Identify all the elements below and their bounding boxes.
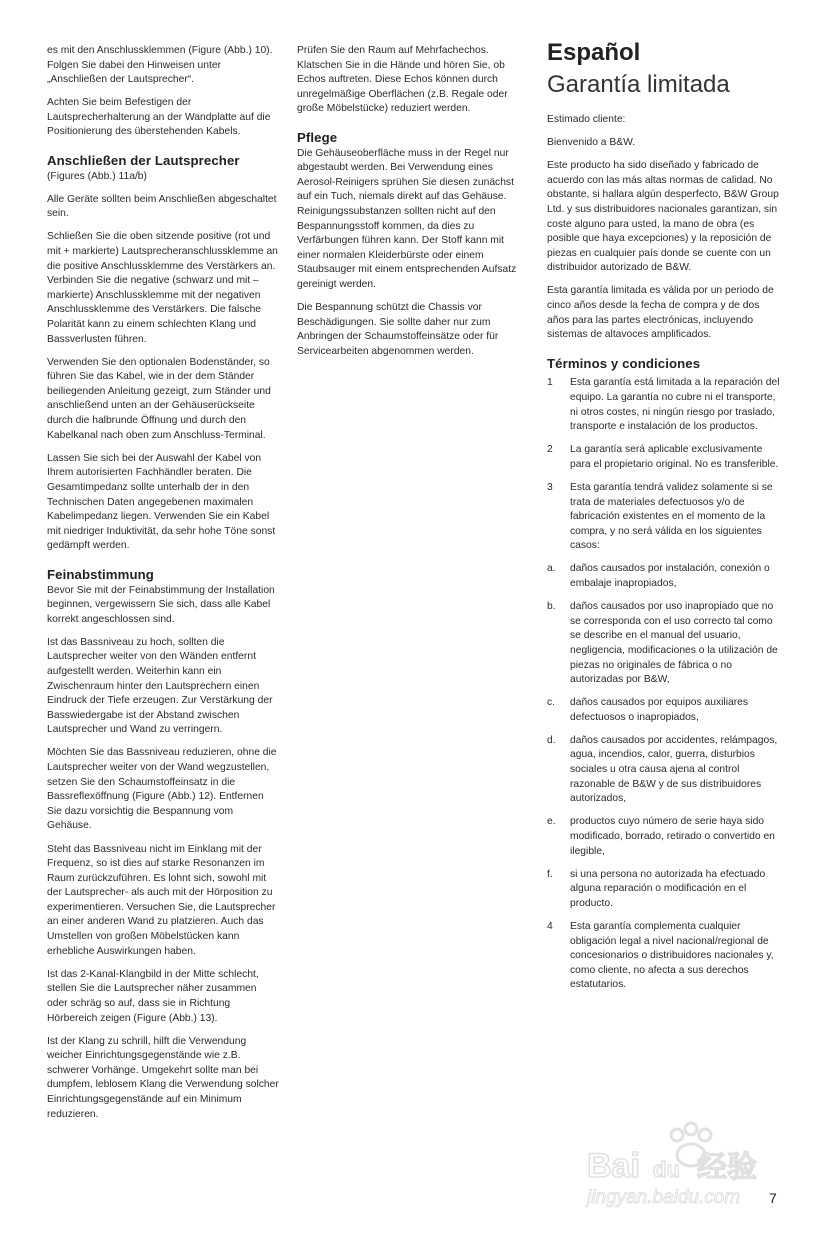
heading-care: Pflege xyxy=(297,129,338,145)
paragraph: Die Bespannung schützt die Chassis vor Beschädigungen. Sie sollte daher nur zum Anbringen der Schaumstoffeinsätze oder für Servicearbeiten abgenommen werden. xyxy=(297,302,499,357)
page-number: 7 xyxy=(769,1190,777,1206)
paragraph: Ist das 2-Kanal-Klangbild in der Mitte schlecht, stellen Sie die Lautsprecher näher zusammen oder schräg so auf, dass sie in Richtung Hörbereich zeigen (Figure (Abb.) 13). xyxy=(47,968,259,1024)
list-item xyxy=(547,376,781,434)
greeting: Estimado cliente: xyxy=(547,114,626,125)
paragraph: Schließen Sie die oben sitzende positive (rot und mit + markierte) Lautsprecheranschlussklemme an die positive Anschlussklemme des Verstärkers an. Verbinden Sie die negative (schwarz und mit – markierte) Anschlussklemme mit der negativen Anschlussklemme des Verstärkers. Die falsche Polarität kann zu einem schlechten Klang und Bassverlusten führen. xyxy=(47,231,278,345)
paragraph: Alle Geräte sollten beim Anschließen abgeschaltet sein. xyxy=(47,193,277,220)
paragraph: Esta garantía limitada es válida por un periodo de cinco años desde la fecha de compra y de dos años para las partes electrónicas, incluyendo sistemas de altavoces amplificados. xyxy=(547,285,774,341)
column-german-setup xyxy=(47,44,279,1131)
column-german-care xyxy=(297,44,527,368)
paragraph: Verwenden Sie den optionalen Bodenständer, so führen Sie das Kabel, wie in der dem Ständer beiliegenden Anleitung gezeigt, zum Ständer und anschließend unten an der Gehäuserückseite durch die halbrunde Öffnung und durch den Kabelkanal nach oben zum Anschluss-Terminal. xyxy=(47,356,271,441)
list-number: f. xyxy=(547,868,553,880)
list-number: c. xyxy=(547,697,556,709)
list-number: 1 xyxy=(547,377,553,389)
list-item xyxy=(547,600,781,688)
list-item xyxy=(547,920,781,993)
svg-text:jingyan.baidu.com: jingyan.baidu.com xyxy=(587,1187,741,1208)
paragraph: Este producto ha sido diseñado y fabricado de acuerdo con las más altas normas de calidad. No obstante, si hallara algún desperfecto, B&W Group Ltd. y sus distribuidores nacionales garantizan, sin coste alguno para usted, la mano de obra (es posible que haya excepciones) y la reposición de piezas en cualquier país donde se cuente con un distribuidor autorizado de B&W. xyxy=(547,160,779,274)
list-item xyxy=(547,868,781,912)
terms-list xyxy=(547,376,781,992)
list-text: Esta garantía complementa cualquier obligación legal a nivel nacional/regional de concesionarios o distribuidores nacionales y, como cliente, no afecta a sus derechos estatutarios. xyxy=(570,920,774,991)
list-text: daños causados por instalación, conexión o embalaje inapropiados, xyxy=(570,563,770,590)
list-text: Esta garantía está limitada a la reparación del equipo. La garantía no cubre ni el transporte, ni otros costes, ni ningún riesgo por traslado, transporte e instalación de los productos. xyxy=(570,377,780,433)
figure-reference: (Figures (Abb.) 11a/b) xyxy=(47,170,147,182)
heading-terms: Términos y condiciones xyxy=(547,355,701,371)
paragraph: Ist das Bassniveau zu hoch, sollten die Lautsprecher weiter von den Wänden entfernt aufgestellt werden. Weiterhin kann ein Zwischenraum hinter den Lautsprechern einen Eindruck der Tiefe erzeugen. Zur Verstärkung der Basswiedergabe ist der Abstand zwischen Lautsprecher und Wand zu verringern. xyxy=(47,636,273,736)
list-item xyxy=(547,734,781,807)
paragraph: Die Gehäuseoberfläche muss in der Regel nur abgestaubt werden. Bei Verwendung eines Aerosol-Reinigers sprühen Sie diesen zunächst auf ein Tuch, niemals direkt auf das Gehäuse. Reinigungssubstanzen sollten nicht auf den Bespannungsstoff kommen, da dies zu Verfärbungen führen kann. Der Stoff kann mit einer normalen Kleiderbürste oder einem Staubsauger mit einem entsprechenden Aufsatz gereinigt werden. xyxy=(297,147,517,290)
list-item xyxy=(547,481,781,554)
baidu-watermark-icon xyxy=(585,1115,785,1210)
paragraph: Ist der Klang zu schrill, hilft die Verwendung weicher Einrichtungsgegenstände wie z.B. schwerer Vorhänge. Umgekehrt sollte man bei dumpfem, leblosem Klang die Verwendung solcher Einrichtungsgegenstände auf ein Minimum reduzieren. xyxy=(47,1035,279,1120)
list-item xyxy=(547,815,781,859)
list-text: daños causados por accidentes, relámpagos, agua, incendios, calor, guerra, disturbios sociales u otra causa ajena al control razonable de B&W y de sus distribuidores autorizados, xyxy=(570,734,778,805)
list-number: d. xyxy=(547,734,556,746)
list-item xyxy=(547,696,781,725)
section-title: Garantía limitada xyxy=(547,71,730,98)
list-item xyxy=(547,443,781,472)
list-text: si una persona no autorizada ha efectuado alguna reparación o modificación en el producto. xyxy=(570,868,766,909)
list-number: e. xyxy=(547,816,556,828)
paragraph: Bevor Sie mit der Feinabstimmung der Installation beginnen, vergewissern Sie sich, dass alle Kabel korrekt angeschlossen sind. xyxy=(47,584,275,625)
paragraph: Prüfen Sie den Raum auf Mehrfachechos. Klatschen Sie in die Hände und hören Sie, ob Echos auftreten. Diese Echos können durch unregelmäßige Oberflächen (z.B. Regale oder große Möbelstücke) reduziert werden. xyxy=(297,45,508,115)
greeting: Bienvenido a B&W. xyxy=(547,137,636,149)
heading-connect-speakers: Anschließen der Lautsprecher xyxy=(47,153,240,169)
list-item xyxy=(547,562,781,591)
list-text: Esta garantía tendrá validez solamente si se trata de materiales defectuosos y/o de fabricación existentes en el momento de la compra, y no será válida en los siguientes casos: xyxy=(570,481,773,552)
list-number: 2 xyxy=(547,444,553,456)
language-title: Español xyxy=(547,39,641,66)
svg-text:Bai: Bai xyxy=(587,1147,640,1185)
paragraph: Steht das Bassniveau nicht im Einklang mit der Frequenz, so ist dies auf starke Resonanzen im Raum zurückzuführen. Es lohnt sich, sowohl mit der Lautsprecher- als auch mit der Hörposition zu experimentieren. Versuchen Sie, die Lautsprecher an einer anderen Wand zu platzieren. Auch das Umstellen von großen Möbelstücken kann erhebliche Auswirkungen haben. xyxy=(47,843,276,957)
list-number: a. xyxy=(547,563,556,575)
list-number: b. xyxy=(547,601,556,613)
column-spanish-warranty xyxy=(547,39,781,1001)
paragraph: Achten Sie beim Befestigen der Lautsprecherhalterung an der Wandplatte auf die Positionierung des überstehenden Kabels. xyxy=(47,97,271,138)
list-text: La garantía será aplicable exclusivamente para el propietario original. No es transferible. xyxy=(570,444,779,470)
paragraph: es mit den Anschlussklemmen (Figure (Abb.) 10). Folgen Sie dabei den Hinweisen unter „Anschließen der Lautsprecher“. xyxy=(47,45,273,86)
list-text: daños causados por uso inapropiado que no se corresponda con el uso correcto tal como se describe en el manual del usuario, negligencia, modificaciones o la utilización de piezas no originales de fábrica o no autorizadas por B&W, xyxy=(570,601,778,686)
paragraph: Möchten Sie das Bassniveau reduzieren, ohne die Lautsprecher weiter von der Wand wegzustellen, setzen Sie den Schaumstoffeinsatz in die Bassreflexöffnung (Figure (Abb.) 12). Entfernen Sie dazu vorsichtig die Bespannung vom Gehäuse. xyxy=(47,747,277,832)
heading-fine-tuning: Feinabstimmung xyxy=(47,566,154,582)
list-number: 4 xyxy=(547,920,553,932)
paragraph: Lassen Sie sich bei der Auswahl der Kabel von Ihrem autorisierten Fachhändler beraten. Die Gesamtimpedanz sollte unterhalb der in den Technischen Daten angegebenen maximalen Kabelimpedanz liegen. Verwenden Sie ein Kabel mit niedriger Induktivität, da sehr hohe Töne sonst gedämpft werden. xyxy=(47,452,276,552)
svg-text:经验: 经验 xyxy=(697,1150,757,1185)
list-text: daños causados por equipos auxiliares defectuosos o inapropiados, xyxy=(570,697,749,723)
svg-text:du: du xyxy=(653,1157,680,1182)
list-number: 3 xyxy=(547,481,553,493)
list-text: productos cuyo número de serie haya sido modificado, borrado, retirado o convertido en ilegible, xyxy=(570,816,775,857)
